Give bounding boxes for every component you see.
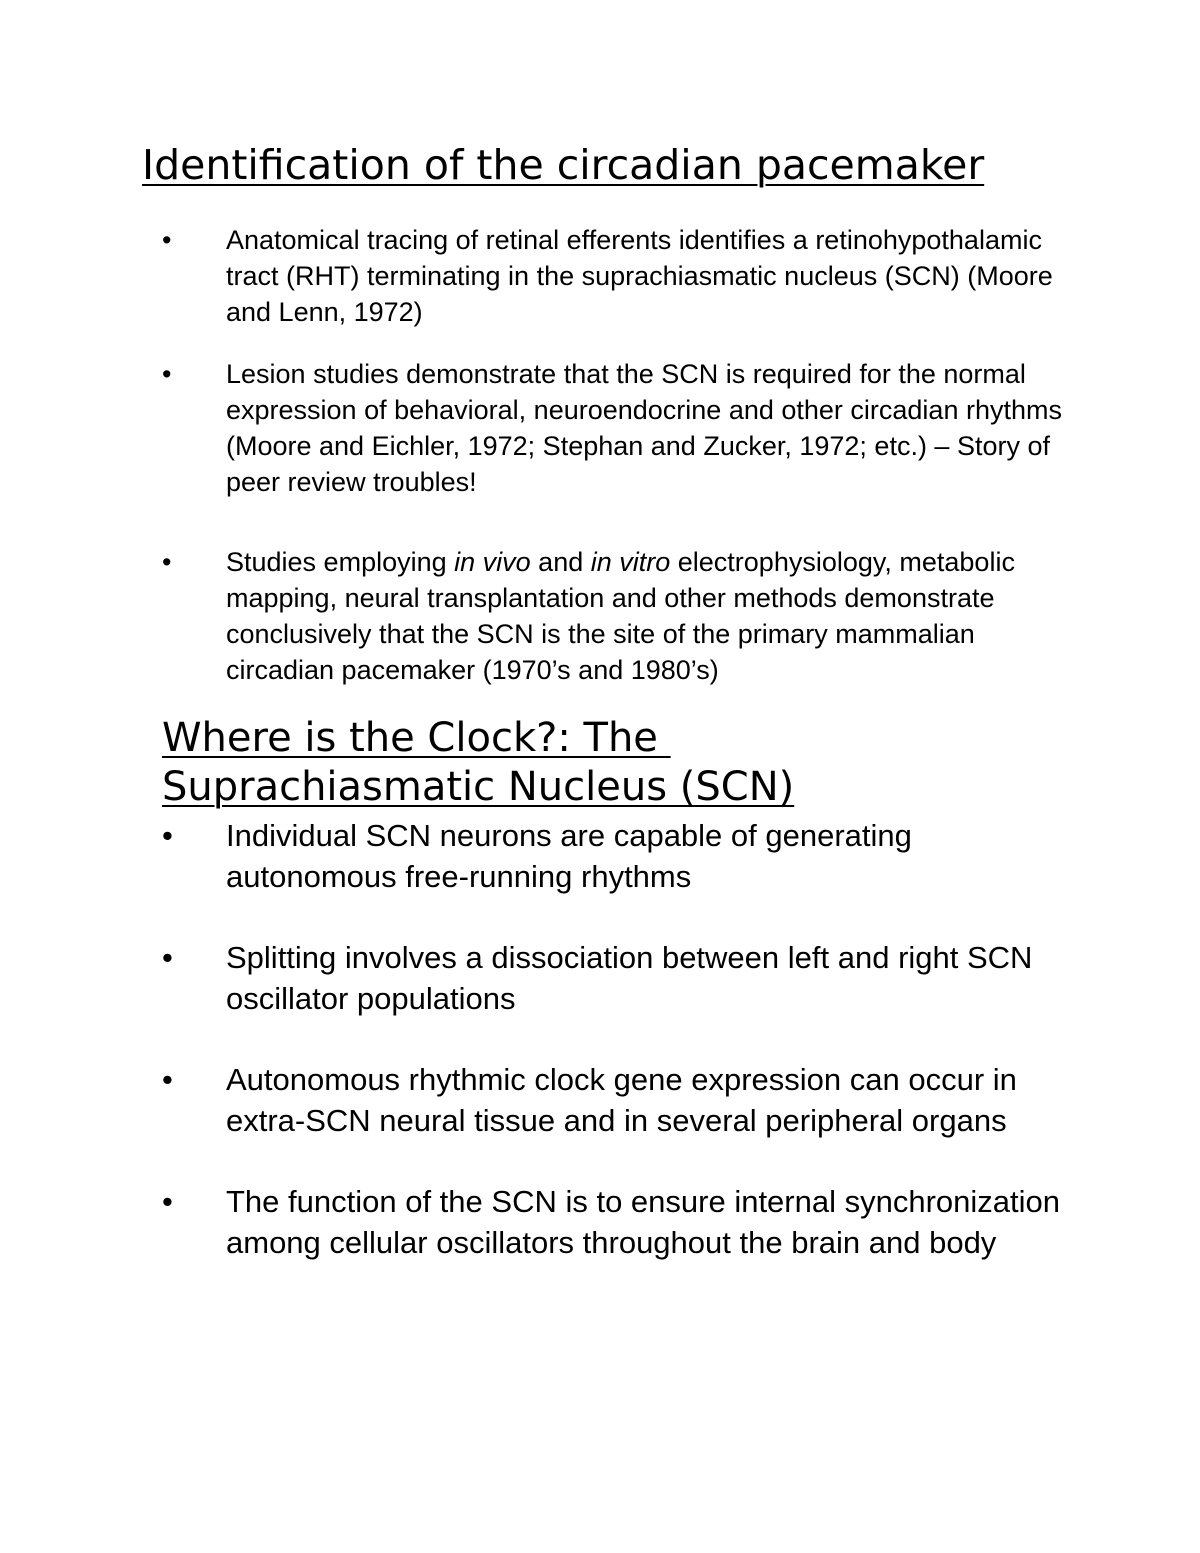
list-item-text: The function of the SCN is to ensure internal synchronization among cellular oscillators throughout the brain and body xyxy=(226,1184,1061,1260)
list-item-text: Splitting involves a dissociation between left and right SCN oscillator populations xyxy=(226,940,1033,1016)
list-item xyxy=(0,937,1076,1019)
bullet-icon: • xyxy=(162,940,173,975)
text-segment: electrophysiology, metabolic mapping, neural transplantation and other methods demonstrate conclusively that the SCN is the site of the primary mammalian circadian pacemaker (1970’s and 1980’s) xyxy=(226,547,1015,685)
bullet-icon: • xyxy=(162,225,172,255)
section-1-bullet-list xyxy=(0,222,1076,714)
list-item-text: Anatomical tracing of retinal efferents identifies a retinohypothalamic tract (RHT) terminating in the suprachiasmatic nucleus (SCN) (Moore and Lenn, 1972) xyxy=(226,225,1053,327)
section-2-heading-line-2: Suprachiasmatic Nucleus (SCN) xyxy=(162,764,795,810)
bullet-icon: • xyxy=(162,359,172,389)
text-segment: Studies employing xyxy=(226,547,455,577)
list-item-text xyxy=(226,547,1015,685)
list-item xyxy=(0,815,1076,897)
bullet-icon: • xyxy=(162,547,172,577)
section-2-heading xyxy=(162,714,794,812)
bullet-icon: • xyxy=(162,1184,173,1219)
list-item-text: Lesion studies demonstrate that the SCN is required for the normal expression of behavioral, neuroendocrine and other circadian rhythms (Moore and Eichler, 1972; Stephan and Zucker, 1972; etc.) – Story of peer review troubles! xyxy=(226,359,1062,497)
list-item xyxy=(0,1181,1076,1263)
list-item xyxy=(0,356,1076,500)
list-item xyxy=(0,1059,1076,1141)
section-2-heading-line-1: Where is the Clock?: The xyxy=(162,715,671,761)
list-item xyxy=(0,222,1076,330)
italic-term-in-vivo: in vivo xyxy=(454,547,531,577)
text-segment: and xyxy=(530,547,591,577)
section-1-heading: Identification of the circadian pacemaker xyxy=(142,141,985,189)
list-item-text: Autonomous rhythmic clock gene expression can occur in extra-SCN neural tissue and in several peripheral organs xyxy=(226,1062,1017,1138)
bullet-icon: • xyxy=(162,818,173,853)
list-item-text: Individual SCN neurons are capable of generating autonomous free-running rhythms xyxy=(226,818,912,894)
bullet-icon: • xyxy=(162,1062,173,1097)
italic-term-in-vitro: in vitro xyxy=(590,547,671,577)
list-item xyxy=(0,544,1076,688)
section-2-bullet-list xyxy=(0,815,1076,1303)
